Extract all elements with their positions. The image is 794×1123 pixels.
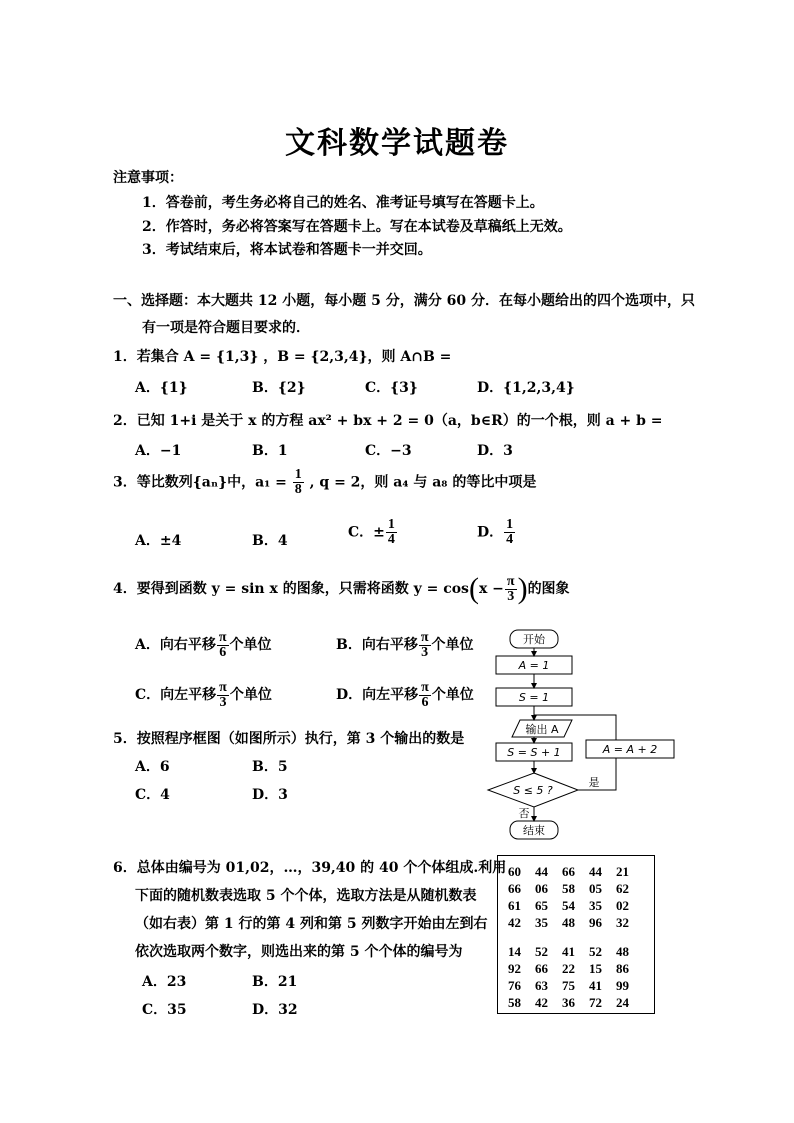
- random-table-cell: 41: [589, 978, 602, 993]
- question-6-line: 下面的随机数表选取 5 个个体，选取方法是从随机数表: [135, 888, 477, 904]
- notice-heading: 注意事项：: [113, 170, 183, 186]
- random-table-row: [508, 898, 643, 914]
- frac-den: 4: [506, 532, 514, 547]
- q5-option-c: C．4: [135, 787, 170, 803]
- random-table-cell: 66: [562, 864, 575, 879]
- frac-num: π: [218, 629, 227, 645]
- random-table-cell: 65: [535, 898, 548, 913]
- q2-option-b: B．1: [252, 443, 288, 459]
- q1-option-c: C．{3}: [365, 380, 418, 396]
- frac-num: π: [420, 629, 429, 645]
- q3-frac-num: 1: [294, 467, 302, 482]
- flowchart-init-s-label: S = 1: [518, 691, 550, 704]
- random-table-cell: 58: [562, 881, 575, 896]
- random-table-cell: 48: [562, 915, 575, 930]
- q1-option-a: A．{1}: [135, 380, 188, 396]
- q3-option-d-label: D．: [477, 524, 504, 541]
- flowchart-output-label: 输出 A: [525, 723, 559, 736]
- q3-option-d: [477, 518, 516, 547]
- random-table-cell: 96: [589, 915, 602, 930]
- random-table-cell: 72: [589, 995, 602, 1010]
- q3-stem-mid: , q = 2，则 a₄ 与 a₈ 的等比中项是: [309, 474, 537, 491]
- q1-option-d: D．{1,2,3,4}: [477, 380, 575, 396]
- random-table-cell: 63: [535, 978, 548, 993]
- flowchart-update-s-label: S = S + 1: [507, 746, 561, 759]
- random-table-cell: 66: [535, 961, 548, 976]
- random-table-cell: 02: [616, 898, 629, 913]
- random-table-cell: 52: [589, 944, 602, 959]
- q4-option-d: [336, 678, 474, 712]
- random-table-cell: 75: [562, 978, 575, 993]
- q4-option-a-label: A．向右平移: [135, 637, 216, 653]
- q3-option-a: A．±4: [135, 533, 182, 549]
- random-table-cell: 24: [616, 995, 629, 1010]
- random-table-cell: 14: [508, 944, 521, 959]
- random-table-cell: 42: [535, 995, 548, 1010]
- random-table-cell: 54: [562, 898, 575, 913]
- q4-option-d-label: D．向左平移: [336, 687, 419, 703]
- q4-option-c-frac: [217, 681, 229, 710]
- left-paren: (: [468, 572, 479, 605]
- question-6-line: （如右表）第 1 行的第 4 列和第 5 列数字开始由左到右: [135, 916, 488, 932]
- random-table-row: [508, 944, 643, 960]
- section-heading: 一、选择题：本大题共 12 小题，每小题 5 分，满分 60 分．在每小题给出的四个选项中，只: [113, 293, 695, 309]
- q4-option-a: [135, 628, 272, 662]
- question-5-stem: 5．按照程序框图（如图所示）执行，第 3 个输出的数是: [113, 731, 465, 747]
- random-table-cell: 06: [535, 881, 548, 896]
- q4-option-suffix: 个单位: [431, 687, 474, 703]
- random-table-row: [508, 978, 643, 994]
- random-table-cell: 66: [508, 881, 521, 896]
- random-table-cell: 99: [616, 978, 629, 993]
- q3-option-c-label: C．±: [348, 524, 385, 541]
- q6-option-a: A．23: [142, 974, 187, 990]
- q4-inner-prefix: x −: [478, 581, 504, 597]
- q2-option-c: C．−3: [365, 443, 412, 459]
- q6-option-b: B．21: [252, 974, 298, 990]
- q3-option-c: [348, 518, 398, 547]
- q4-option-b: [336, 628, 474, 662]
- q5-option-b: B．5: [252, 759, 288, 775]
- flowchart-end-label: 结束: [523, 824, 545, 837]
- random-table-row: [508, 864, 643, 880]
- q4-frac: [505, 575, 517, 604]
- q4-option-b-label: B．向右平移: [336, 637, 418, 653]
- random-table-cell: 15: [589, 961, 602, 976]
- q3-option-d-frac: [504, 518, 515, 547]
- random-table-cell: 62: [616, 881, 629, 896]
- random-table-row: [508, 995, 643, 1011]
- random-table-row: [508, 881, 643, 897]
- flowchart-start-label: 开始: [523, 633, 545, 646]
- frac-den: 4: [387, 532, 395, 547]
- random-table-cell: 92: [508, 961, 521, 976]
- notice-item: 2．作答时，务必将答案写在答题卡上。写在本试卷及草稿纸上无效。: [142, 219, 572, 235]
- q4-option-c: [135, 678, 272, 712]
- q4-option-d-frac: [419, 681, 431, 710]
- random-table-cell: 35: [589, 898, 602, 913]
- q5-option-d: D．3: [252, 787, 288, 803]
- q4-stem-prefix: 4．要得到函数 y = sin x 的图象，只需将函数 y = cos: [113, 581, 469, 597]
- q2-option-a: A．−1: [135, 443, 182, 459]
- question-6-line: 6．总体由编号为 01,02，…，39,40 的 40 个个体组成.利用: [113, 860, 507, 876]
- random-number-table: [497, 855, 655, 1014]
- random-table-cell: 58: [508, 995, 521, 1010]
- random-table-cell: 61: [508, 898, 521, 913]
- random-table-cell: 32: [616, 915, 629, 930]
- random-table-cell: 35: [535, 915, 548, 930]
- q1-option-b: B．{2}: [252, 380, 306, 396]
- q4-option-b-frac: [419, 631, 431, 660]
- question-2-stem: 2．已知 1+i 是关于 x 的方程 ax² + bx + 2 = 0（a，b∈R）的一个根，则 a + b =: [113, 413, 663, 429]
- flowchart: [480, 625, 680, 845]
- frac-den: 3: [421, 644, 429, 660]
- q3-stem-prefix: 3．等比数列{aₙ}中，a₁ =: [113, 474, 287, 491]
- question-3-stem: [113, 468, 536, 497]
- frac-den: 3: [507, 588, 515, 604]
- question-4-stem: [113, 572, 570, 606]
- section-heading-cont: 有一项是符合题目要求的．: [142, 320, 310, 336]
- random-table-cell: 86: [616, 961, 629, 976]
- flowchart-no-label: 否: [518, 807, 530, 820]
- q4-option-suffix: 个单位: [431, 637, 474, 653]
- q3-fraction: [293, 468, 304, 497]
- frac-num: 1: [387, 517, 395, 532]
- flowchart-yes-label: 是: [588, 776, 600, 789]
- frac-num: π: [421, 679, 429, 695]
- q5-option-a: A．6: [135, 759, 170, 775]
- q4-stem-suffix: 的图象: [527, 581, 570, 597]
- notice-item: 3．考试结束后，将本试卷和答题卡一并交回。: [142, 242, 432, 258]
- q3-option-c-frac: [386, 518, 397, 547]
- right-paren: ): [517, 572, 528, 605]
- flowchart-condition-label: S ≤ 5 ?: [513, 784, 553, 797]
- random-table-cell: 22: [562, 961, 575, 976]
- random-table-cell: 41: [562, 944, 575, 959]
- frac-num: 1: [506, 517, 514, 532]
- q6-option-d: D．32: [252, 1002, 298, 1018]
- frac-den: 3: [219, 694, 227, 710]
- random-table-row: [508, 915, 643, 931]
- frac-den: 6: [219, 644, 227, 660]
- question-1-stem: 1．若集合 A = {1,3} ，B = {2,3,4}，则 A∩B =: [113, 349, 452, 365]
- frac-den: 6: [421, 694, 429, 710]
- flowchart-init-a-label: A = 1: [518, 659, 550, 672]
- page-title: 文科数学试题卷: [285, 126, 509, 161]
- q2-option-d: D．3: [477, 443, 513, 459]
- notice-item: 1．答卷前，考生务必将自己的姓名、准考证号填写在答题卡上。: [142, 195, 544, 211]
- random-table-cell: 42: [508, 915, 521, 930]
- q4-option-a-frac: [217, 631, 229, 660]
- q3-frac-den: 8: [294, 482, 302, 497]
- random-table-cell: 44: [535, 864, 548, 879]
- q4-option-c-label: C．向左平移: [135, 687, 217, 703]
- q3-option-b: B．4: [252, 533, 288, 549]
- flowchart-update-a-label: A = A + 2: [602, 743, 658, 756]
- q4-option-suffix: 个单位: [229, 637, 272, 653]
- random-table-cell: 21: [616, 864, 629, 879]
- random-table-cell: 44: [589, 864, 602, 879]
- q6-option-c: C．35: [142, 1002, 187, 1018]
- random-table-cell: 52: [535, 944, 548, 959]
- random-table-cell: 05: [589, 881, 602, 896]
- question-6-line: 依次选取两个数字，则选出来的第 5 个个体的编号为: [135, 944, 463, 960]
- frac-num: π: [219, 679, 227, 695]
- random-table-cell: 60: [508, 864, 521, 879]
- frac-num: π: [506, 573, 515, 589]
- random-table-cell: 76: [508, 978, 521, 993]
- random-table-cell: 36: [562, 995, 575, 1010]
- random-table-cell: 48: [616, 944, 629, 959]
- q4-option-suffix: 个单位: [229, 687, 272, 703]
- random-table-row: [508, 961, 643, 977]
